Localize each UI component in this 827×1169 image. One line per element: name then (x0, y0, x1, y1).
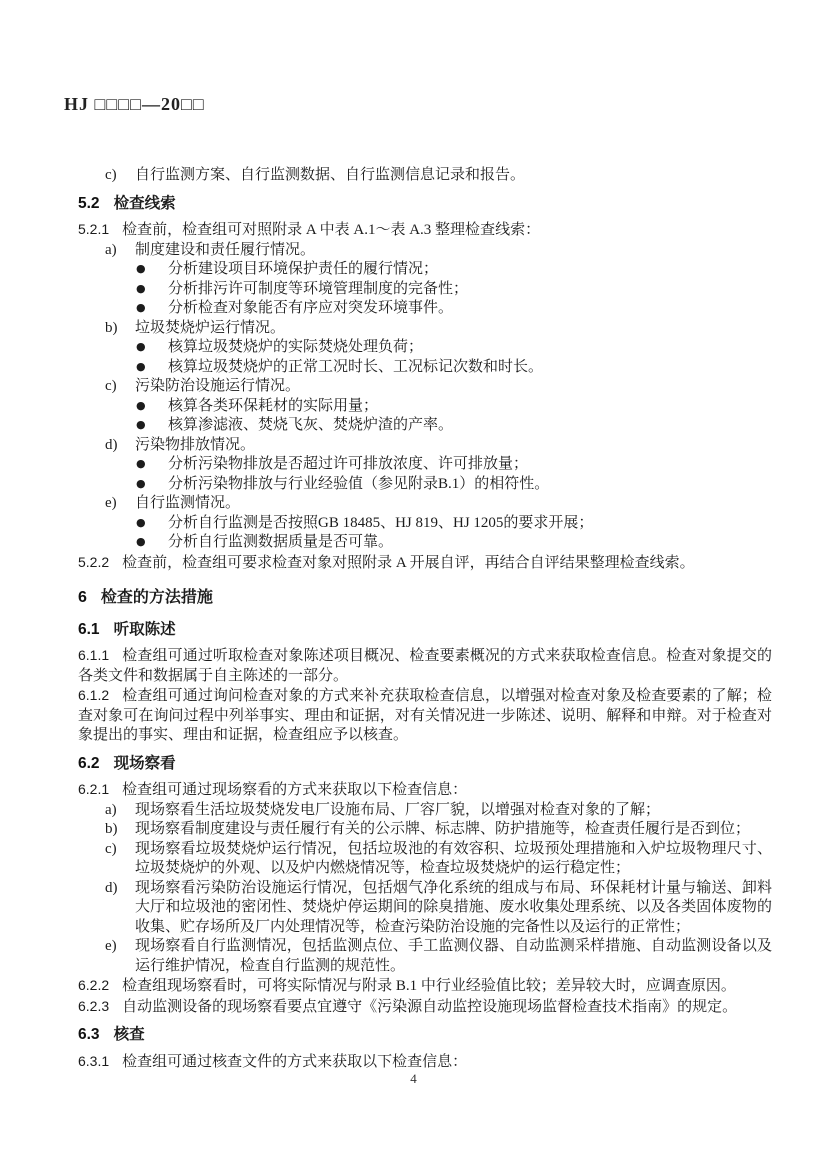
item-number-label: d) (105, 879, 118, 896)
clause-paragraph (78, 976, 772, 997)
bullet-list-item (78, 514, 772, 534)
clause-paragraph (78, 780, 772, 801)
document-body (78, 166, 772, 1072)
item-number-label: 6.2.1 (78, 781, 110, 797)
page-number: 4 (410, 1071, 417, 1086)
section-heading (78, 194, 772, 214)
item-text: 分析建设项目环境保护责任的履行情况； (168, 261, 439, 277)
item-text: 核算垃圾焚烧炉的正常工况时长、工况标记次数和时长。 (168, 358, 544, 375)
item-text: 检查线索 (113, 194, 176, 212)
lettered-list-item (78, 377, 772, 397)
item-number-label: 6.1.1 (78, 647, 110, 663)
lettered-list-item (78, 937, 772, 976)
item-text: 核算渗滤液、焚烧飞灰、焚烧炉渣的产率。 (168, 417, 454, 433)
clause-paragraph (78, 997, 772, 1018)
item-number-label: 5.2 (78, 194, 100, 212)
item-text: 分析自行监测数据质量是否可靠。 (168, 534, 394, 550)
bullet-list-item (78, 397, 772, 417)
clause-paragraph (78, 220, 772, 241)
bullet-marker: ● (136, 535, 146, 548)
bullet-marker: ● (136, 262, 146, 275)
item-text: 检查组可通过核查文件的方式来获取以下检查信息： (122, 1053, 468, 1070)
item-number-label: 6.3 (78, 1026, 100, 1043)
section-heading (78, 1025, 772, 1045)
item-text: 现场察看自行监测情况，包括监测点位、手工监测仪器、自动监测采样措施、自动监测设备以及运行维护情况，检查自行监测的规范性。 (135, 938, 772, 974)
document-code-header: HJ □□□□—20□□ (64, 94, 205, 114)
item-text: 分析排污许可制度等环境管理制度的完备性； (168, 280, 469, 297)
item-text: 检查组可通过询问检查对象的方式来补充获取检查信息，以增强对检查对象及检查要素的了解；检查对象可在询问过程中列举事实、理由和证据，对有关情况进一步陈述、说明、解释和申辩。对于检查对象提出的事实、理由和证据，检查组应予以核查。 (78, 688, 772, 743)
item-number-label: 6.2 (78, 754, 100, 772)
item-text: 自行监测方案、自行监测数据、自行监测信息记录和报告。 (135, 167, 526, 183)
item-number-label: e) (105, 938, 117, 954)
bullet-marker: ● (136, 418, 146, 431)
bullet-marker: ● (136, 301, 146, 314)
item-text: 污染物排放情况。 (135, 436, 256, 453)
item-number-label: 6.3.1 (78, 1052, 110, 1069)
item-text: 污染防治设施运行情况。 (135, 378, 301, 394)
clause-paragraph (78, 553, 772, 574)
item-text: 听取陈述 (113, 620, 176, 638)
item-text: 检查前，检查组可要求检查对象对照附录 A 开展自评，再结合自评结果整理检查线索。 (122, 554, 695, 571)
section-heading (78, 588, 772, 608)
item-text: 检查前，检查组可对照附录 A 中表 A.1～表 A.3 整理检查线索： (122, 222, 541, 238)
item-number-label: 6.2.2 (78, 977, 110, 993)
bullet-marker: ● (136, 457, 146, 470)
item-number-label: 6.2.3 (78, 997, 110, 1014)
item-text: 检查组可通过听取检查对象陈述项目概况、检查要素概况的方式来获取检查信息。检查对象提交的各类文件和数据属于自主陈述的一部分。 (78, 648, 772, 684)
clause-paragraph (78, 1052, 772, 1073)
item-text: 检查的方法措施 (100, 589, 213, 606)
item-number-label: a) (105, 801, 117, 818)
bullet-list-item (78, 299, 772, 319)
item-number-label: b) (105, 821, 118, 837)
item-text: 现场察看污染防治设施运行情况，包括烟气净化系统的组成与布局、环保耗材计量与输送、卸料大厅和垃圾池的密闭性、焚烧炉停运期间的除臭措施、废水收集处理系统、以及各类固体废物的收集、贮存场所及厂内处理情况等，检查污染防治设施的完备性以及运行的正常性； (135, 879, 772, 935)
lettered-list-item (78, 801, 772, 821)
lettered-list-item (78, 241, 772, 261)
bullet-list-item (78, 416, 772, 436)
lettered-list-item (78, 879, 772, 938)
bullet-marker: ● (136, 359, 146, 373)
lettered-list-item (78, 494, 772, 514)
item-text: 分析污染物排放与行业经验值（参见附录B.1）的相符性。 (168, 475, 550, 492)
item-text: 核查 (113, 1026, 145, 1043)
bullet-marker: ● (136, 515, 146, 529)
lettered-list-item (78, 166, 772, 186)
bullet-list-item (78, 533, 772, 553)
section-heading (78, 754, 772, 774)
item-number-label: 6.1.2 (78, 687, 110, 703)
bullet-marker: ● (136, 340, 146, 353)
clause-paragraph (78, 646, 772, 686)
item-text: 检查组可通过现场察看的方式来获取以下检查信息： (122, 782, 468, 798)
item-number-label: b) (105, 319, 118, 336)
item-number-label: 5.2.1 (78, 221, 110, 237)
bullet-marker: ● (136, 398, 146, 412)
item-number-label: e) (105, 495, 117, 511)
item-text: 核算各类环保耗材的实际用量； (168, 397, 379, 414)
item-number-label: c) (105, 840, 117, 857)
item-text: 垃圾焚烧炉运行情况。 (135, 319, 286, 336)
item-text: 分析检查对象能否有序应对突发环境事件。 (168, 300, 454, 316)
item-number-label: c) (105, 167, 117, 183)
bullet-list-item (78, 475, 772, 495)
item-text: 现场察看 (113, 754, 176, 772)
item-text: 核算垃圾焚烧炉的实际焚烧处理负荷； (168, 339, 424, 355)
lettered-list-item (78, 436, 772, 456)
item-number-label: 5.2.2 (78, 553, 110, 570)
item-number-label: 6 (78, 589, 87, 606)
item-text: 现场察看生活垃圾焚烧发电厂设施布局、厂容厂貌，以增强对检查对象的了解； (135, 801, 661, 818)
bullet-list-item (78, 358, 772, 378)
item-text: 分析自行监测是否按照GB 18485、HJ 819、HJ 1205的要求开展； (168, 514, 594, 531)
bullet-list-item (78, 455, 772, 475)
clause-paragraph (78, 686, 772, 746)
item-text: 自行监测情况。 (135, 495, 241, 511)
item-number-label: 6.1 (78, 620, 100, 638)
item-number-label: a) (105, 241, 117, 258)
lettered-list-item (78, 319, 772, 339)
bullet-marker: ● (136, 476, 146, 490)
item-number-label: d) (105, 436, 118, 453)
item-text: 检查组现场察看时，可将实际情况与附录 B.1 中行业经验值比较；差异较大时，应调查原因。 (122, 978, 736, 994)
bullet-list-item (78, 338, 772, 358)
bullet-marker: ● (136, 281, 146, 295)
bullet-list-item (78, 280, 772, 300)
item-text: 自动监测设备的现场察看要点宜遵守《污染源自动监控设施现场监督检查技术指南》的规定。 (122, 998, 738, 1015)
item-text: 分析污染物排放是否超过许可排放浓度、许可排放量； (168, 456, 529, 472)
lettered-list-item (78, 820, 772, 840)
item-text: 现场察看制度建设与责任履行有关的公示牌、标志牌、防护措施等，检查责任履行是否到位； (135, 821, 751, 837)
item-text: 现场察看垃圾焚烧炉运行情况，包括垃圾池的有效容积、垃圾预处理措施和入炉垃圾物理尺寸、垃圾焚烧炉的外观、以及炉内燃烧情况等，检查垃圾焚烧炉的运行稳定性； (135, 840, 772, 876)
bullet-list-item (78, 260, 772, 280)
lettered-list-item (78, 840, 772, 879)
item-number-label: c) (105, 378, 117, 394)
section-heading (78, 620, 772, 640)
item-text: 制度建设和责任履行情况。 (135, 241, 316, 258)
